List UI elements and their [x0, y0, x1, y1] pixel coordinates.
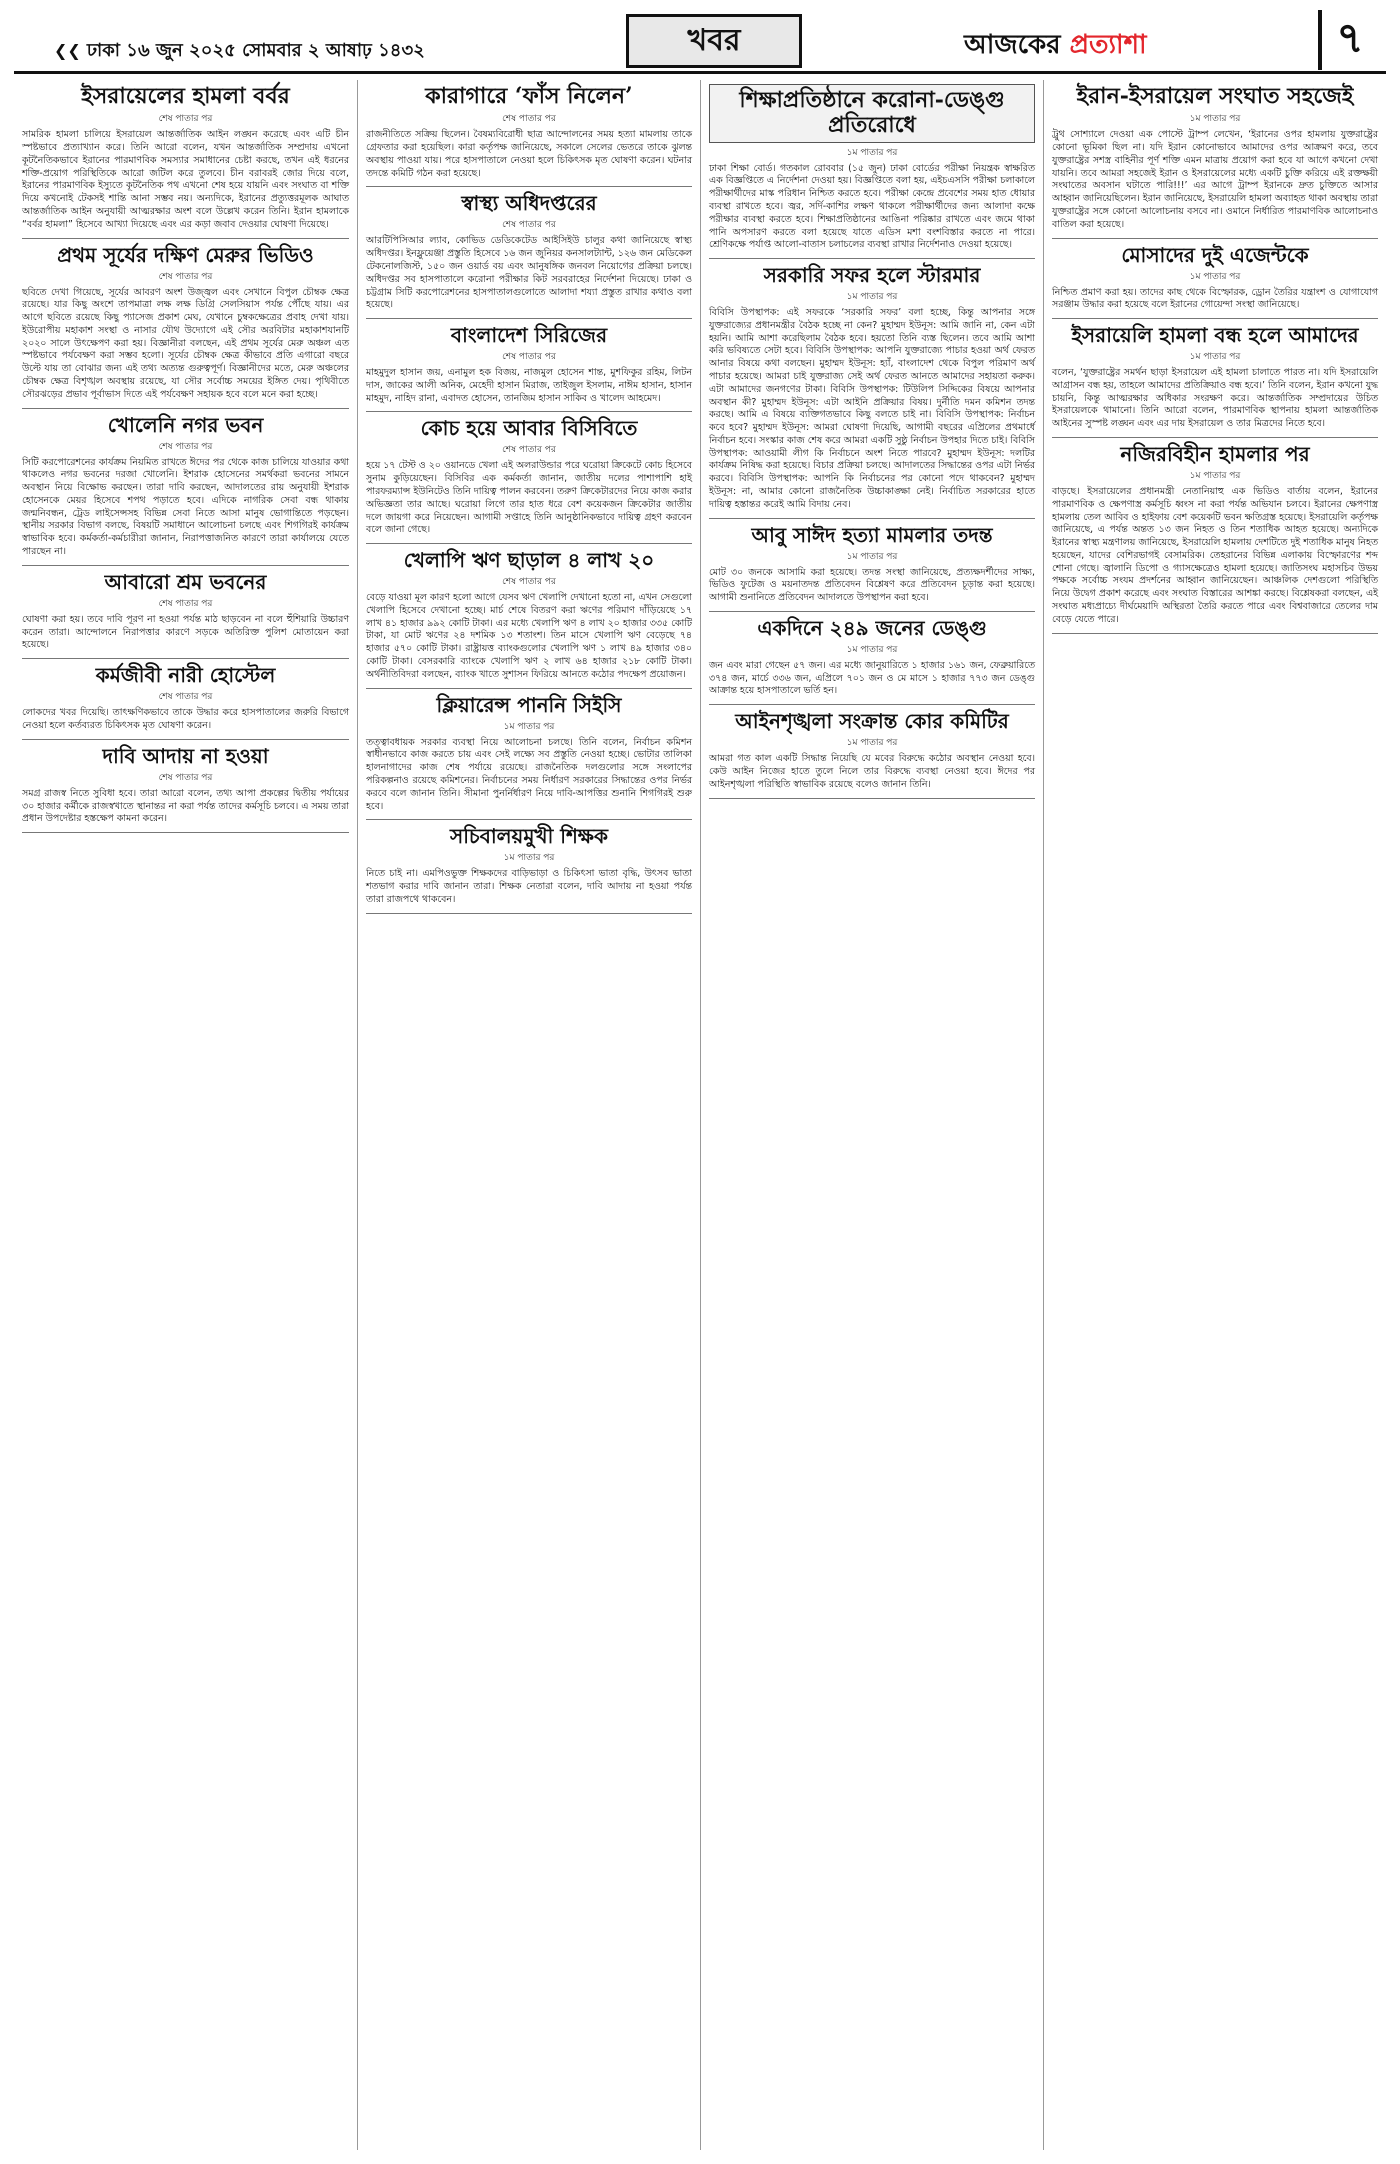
article-headline[interactable]: বাংলাদেশ সিরিজের: [450, 323, 608, 348]
column-4: [1043, 80, 1386, 2150]
continuation-note: শেষ পাতার পর: [158, 114, 213, 125]
continuation-note: শেষ পাতার পর: [158, 598, 213, 609]
divider: [709, 258, 1035, 259]
article: [709, 710, 1035, 791]
article-headline[interactable]: আবারো শ্রম ভবনের: [104, 569, 267, 594]
article-headline[interactable]: সচিবালয়মুখী শিক্ষক: [449, 824, 609, 849]
article-body: মাহমুদুল হাসান জয়, এনামুল হক বিজয়, নাজমুল হোসেন শান্ত, মুশফিকুর রহিম, লিটন দাস, জাকের আলী অনিক, মেহেদী হাসান মিরাজ, তাইজুল ইসলাম, নাঈম হাসান, হাসান মাহমুদ, নাহিদ রানা, এবাদত হোসেন, তানজিম হাসান সাকিব ও খালেদ আহমেদ।: [366, 367, 692, 404]
article-body: রাজনীতিতে সক্রিয় ছিলেন। বৈষম্যবিরোধী ছাত্র আন্দোলনের সময় হত্যা মামলায় তাকে গ্রেফতার করা হয়েছিল। কারা কর্তৃপক্ষ জানিয়েছে, সকালে সেলের ভেতরে তাকে ঝুলন্ত অবস্থায় পাওয়া যায়। পরে হাসপাতালে নেওয়া হলে চিকিৎসক মৃত ঘোষণা করেন। ঘটনার তদন্তে কমিটি গঠন করা হয়েছে।: [366, 129, 692, 179]
continuation-note: ১ম পাতার পর: [846, 738, 898, 749]
article-body: আমরা গত কাল একটি সিদ্ধান্ত নিয়েছি যে মবের বিরুদ্ধে কঠোর অবস্থান নেওয়া হবে। কেউ আইন নিজের হাতে তুলে নিলে তার বিরুদ্ধে ব্যবস্থা নেওয়া হবে। ঈদের পর আইনশৃঙ্খলা পরিস্থিতি স্বাভাবিক রয়েছে বলেও জানান তিনি।: [709, 753, 1035, 790]
continuation-note: ১ম পাতার পর: [846, 147, 898, 158]
chevron-icon: ❮❮: [54, 41, 81, 60]
article: [366, 84, 692, 180]
article: [22, 414, 349, 559]
divider: [1052, 633, 1378, 634]
article: [1052, 244, 1378, 313]
article-body: লোকদের খবর দিয়েছি। তাৎক্ষণিকভাবে তাকে উদ্ধার করে হাসপাতালের জরুরি বিভাগে নেওয়া হলে কর্তব্যরত চিকিৎসক মৃত ঘোষণা করেন।: [22, 707, 349, 731]
divider: [709, 611, 1035, 612]
divider: [366, 543, 692, 544]
article-headline[interactable]: একদিনে ২৪৯ জনের ডেঙ্গু: [757, 615, 987, 640]
masthead: [14, 10, 1386, 74]
article-body: আরটিপিসিআর ল্যাব, কোভিড ডেডিকেটেড আইসিইউ চালুর কথা জানিয়েছে স্বাস্থ্য অধিদপ্তর। ইনফ্লুয়েঞ্জা প্রস্তুতি হিসেবে ১৬ জন জুনিয়র কনসালট্যান্ট, ১২৬ জন মেডিকেল টেকনোলজিস্ট, ১৫০ জন ওয়ার্ড বয় এবং আনুষঙ্গিক জনবল নিয়োগের প্রক্রিয়া চলছে। অধিদপ্তর সব হাসপাতালে করোনা পরীক্ষার কিট সরবরাহের নির্দেশনা দিয়েছে। ঢাকা ও চট্টগ্রাম সিটি করপোরেশনের হাসপাতালগুলোতে আলাদা শয্যা প্রস্তুত রাখার কথাও বলা হয়েছে।: [366, 235, 692, 311]
column-1: [14, 80, 357, 2150]
dateline-text: ঢাকা ১৬ জুন ২০২৫ সোমবার ২ আষাঢ় ১৪৩২: [86, 40, 425, 61]
column-2: [357, 80, 700, 2150]
divider: [22, 238, 349, 239]
article-body: ঘোষণা করা হয়। তবে দাবি পূরণ না হওয়া পর্যন্ত মাঠ ছাড়বেন না বলে হুঁশিয়ারি উচ্চারণ করেন তারা। আন্দোলনে নিরাপত্তার কারণে সড়কে অতিরিক্ত পুলিশ মোতায়েন করা হয়েছে।: [22, 613, 349, 651]
article-body: মোট ৩০ জনকে আসামি করা হয়েছে। তদন্ত সংস্থা জানিয়েছে, প্রত্যক্ষদর্শীদের সাক্ষ্য, ভিডিও ফুটেজ ও ময়নাতদন্ত প্রতিবেদন বিশ্লেষণ করে প্রতিবেদন চূড়ান্ত করা হয়েছে। আগামী শুনানিতে প্রতিবেদন আদালতে উপস্থাপন করা হবে।: [709, 566, 1035, 604]
article: [22, 745, 349, 826]
continuation-note: ১ম পাতার পর: [846, 644, 898, 655]
divider: [366, 688, 692, 689]
continuation-note: ১ম পাতার পর: [503, 721, 555, 732]
article-body: নিতে চাই না। এমপিওভুক্ত শিক্ষকদের বাড়িভাড়া ও চিকিৎসা ভাতা বৃদ্ধি, উৎসব ভাতা শতভাগ করার দাবি জানান তারা। শিক্ষক নেতারা বলেন, দাবি আদায় না হওয়া পর্যন্ত তারা রাজপথে থাকবেন।: [366, 868, 692, 905]
article-headline[interactable]: খেলাপি ঋণ ছাড়াল ৪ লাখ ২০: [403, 548, 655, 573]
article-headline[interactable]: আবু সাঈদ হত্যা মামলার তদন্ত: [751, 522, 993, 547]
page-number: ৭: [1318, 10, 1378, 70]
logo-accent-text: প্রত্যাশা: [1069, 30, 1147, 60]
divider: [366, 411, 692, 412]
article-body: সিটি করপোরেশনের কার্যক্রম নিয়মিত রাখতে ঈদের পর থেকে কাজ চালিয়ে যাওয়ার কথা থাকলেও নগর ভবনের দরজা খোলেনি। ইশরাক হোসেনের সমর্থকরা ভবনের সামনে অবস্থান নিয়ে বিক্ষোভ করছেন। তারা দাবি করছেন, আদালতের রায় অনুযায়ী ইশরাক হোসেনকে মেয়র হিসেবে শপথ পড়াতে হবে। এদিকে নাগরিক সেবা বন্ধ থাকায় জন্মনিবন্ধন, ট্রেড লাইসেন্সসহ বিভিন্ন সেবা নিতে আসা মানুষ ভোগান্তিতে পড়ছেন। স্থানীয় সরকার বিভাগ বলছে, বিষয়টি সমাধানে আলোচনা চলছে এবং শিগগিরই কার্যক্রম স্বাভাবিক হবে। কর্মকর্তা-কর্মচারীরা জানান, নিরাপত্তাজনিত কারণে তারা কার্যালয়ে যেতে পারছেন না।: [22, 456, 349, 558]
article: [366, 417, 692, 537]
column-3: [700, 80, 1043, 2150]
article-body: হয়ে ১৭ টেস্ট ও ২০ ওয়ানডে খেলা এই অলরাউন্ডার পরে ঘরোয়া ক্রিকেটে কোচ হিসেবে সুনাম কুড়িয়েছেন। বিসিবির এক কর্মকর্তা জানান, জাতীয় দলের পাশাপাশি হাই পারফরম্যান্স ইউনিটেও তিনি দায়িত্ব পালন করবেন। তরুণ ক্রিকেটারদের নিয়ে কাজ করার অভিজ্ঞতা তার আছে। ঘরোয়া লিগে তার হাত ধরে বেশ কয়েকজন ক্রিকেটার জাতীয় দলে জায়গা করে নিয়েছেন। আগামী সপ্তাহে তিনি আনুষ্ঠানিকভাবে দায়িত্ব গ্রহণ করবেন বলে জানা গেছে।: [366, 460, 692, 536]
article-headline[interactable]: ক্লিয়ারেন্স পাননি সিইসি: [436, 692, 622, 717]
article-body: বিবিসি উপস্থাপক: এই সফরকে ‘সরকারি সফর’ বলা হচ্ছে, কিন্তু আপনার সঙ্গে যুক্তরাজ্যের প্রধানমন্ত্রীর বৈঠক হচ্ছে না কেন? মুহাম্মদ ইউনূস: আমি জানি না, কেন এটা হয়নি। আমি আশা করেছিলাম বৈঠক হবে। হয়তো তিনি ব্যস্ত ছিলেন। তবে আমি আশা করি ভবিষ্যতে সেটা হবে। বিবিসি উপস্থাপক: আপনি যুক্তরাজ্যে পাচার হওয়া অর্থ ফেরত আনার বিষয়ে কথা বলছেন। মুহাম্মদ ইউনূস: হ্যাঁ, বাংলাদেশ থেকে বিপুল পরিমাণ অর্থ পাচার হয়েছে। আমরা চাই যুক্তরাজ্য সেই অর্থ ফেরত আনতে আমাদের সহায়তা করুক। এটা আমাদের জনগণের টাকা। বিবিসি উপস্থাপক: টিউলিপ সিদ্দিকের বিষয়ে আপনার অবস্থান কী? মুহাম্মদ ইউনূস: এটা আইনি প্রক্রিয়ার বিষয়। দুর্নীতি দমন কমিশন তদন্ত করছে। আমি এ বিষয়ে ব্যক্তিগতভাবে কিছু বলতে চাই না। বিবিসি উপস্থাপক: নির্বাচন কবে হবে? মুহাম্মদ ইউনূস: আমরা ঘোষণা দিয়েছি, আগামী বছরের এপ্রিলের প্রথমার্ধে নির্বাচন হবে। সংস্কার কাজ শেষ করে আমরা একটি সুষ্ঠু নির্বাচন উপহার দিতে চাই। বিবিসি উপস্থাপক: আওয়ামী লীগ কি নির্বাচনে অংশ নিতে পারবে? মুহাম্মদ ইউনূস: দলটির কার্যক্রম নিষিদ্ধ করা হয়েছে। বিচার প্রক্রিয়া চলছে। আদালতের সিদ্ধান্তের ওপর এটা নির্ভর করবে। বিবিসি উপস্থাপক: আপনি কি নির্বাচনের পর কোনো পদে থাকবেন? মুহাম্মদ ইউনূস: না, আমার কোনো রাজনৈতিক উচ্চাকাঙ্ক্ষা নেই। নির্বাচিত সরকারের হাতে দায়িত্ব হস্তান্তর করেই আমি বিদায় নেব।: [709, 307, 1035, 510]
continuation-note: ১ম পাতার পর: [1189, 114, 1241, 125]
continuation-note: শেষ পাতার পর: [502, 577, 556, 588]
article-headline[interactable]: আইনশৃঙ্খলা সংক্রান্ত কোর কমিটির: [735, 709, 1009, 734]
section-title: খবর: [626, 14, 802, 68]
article-body: বাড়ছে। ইসরায়েলের প্রধানমন্ত্রী নেতানিয়াহু এক ভিডিও বার্তায় বলেন, ইরানের পারমাণবিক ও ক্ষেপণাস্ত্র কর্মসূচি ধ্বংস না করা পর্যন্ত অভিযান চলবে। ইরানের ক্ষেপণাস্ত্র হামলায় তেল আবিব ও হাইফায় বেশ কয়েকটি ভবন ক্ষতিগ্রস্ত হয়েছে। ইসরায়েলি কর্তৃপক্ষ জানিয়েছে, এ পর্যন্ত অন্তত ১৩ জন নিহত ও তিন শতাধিক আহত হয়েছে। অন্যদিকে ইরানের স্বাস্থ্য মন্ত্রণালয় জানিয়েছে, ইসরায়েলি হামলায় দেশটিতে দুই শতাধিক মানুষ নিহত হয়েছেন, যাদের বেশিরভাগই বেসামরিক। তেহরানের বিভিন্ন এলাকায় বিস্ফোরণের শব্দ শোনা গেছে। জ্বালানি ডিপো ও গ্যাসক্ষেত্রেও হামলা হয়েছে। জাতিসংঘ মহাসচিব উভয় পক্ষকে সর্বোচ্চ সংযম প্রদর্শনের আহ্বান জানিয়েছেন। আঞ্চলিক দেশগুলো পরিস্থিতি নিয়ে উদ্বেগ প্রকাশ করেছে এবং সংঘাত বিস্তারের আশঙ্কা করছে। বিশ্লেষকরা বলছেন, এই সংঘাত মধ্যপ্রাচ্যে দীর্ঘমেয়াদি অস্থিরতা তৈরি করতে পারে এবং বিশ্ববাজারে তেলের দাম বেড়ে যেতে পারে।: [1052, 486, 1378, 625]
article-headline[interactable]: সরকারি সফর হলে স্টারমার: [763, 263, 981, 288]
continuation-note: ১ম পাতার পর: [1189, 352, 1241, 363]
article-headline[interactable]: নজিরবিহীন হামলার পর: [1120, 442, 1310, 467]
continuation-note: শেষ পাতার পর: [502, 220, 556, 231]
article: [366, 324, 692, 405]
article-body: বেড়ে যাওয়া মূল কারণ হলো আগে যেসব ঋণ খেলাপি দেখানো হতো না, এখন সেগুলো খেলাপি হিসেবে দেখানো হচ্ছে। মার্চ শেষে বিতরণ করা ঋণের পরিমাণ দাঁড়িয়েছে ১৭ লাখ ৪১ হাজার ৯৯২ কোটি টাকা। এর মধ্যে খেলাপি ঋণ ৪ লাখ ২০ হাজার ৩৩৫ কোটি টাকা, যা মোট ঋণের ২৪ দশমিক ১৩ শতাংশ। তিন মাসে খেলাপি ঋণ বেড়েছে ৭৪ হাজার ৫৭০ কোটি টাকা। রাষ্ট্রায়ত্ত ব্যাংকগুলোর খেলাপি ঋণ ১ লাখ ৪৯ হাজার ৩৪০ কোটি টাকা। বেসরকারি ব্যাংকে খেলাপি ঋণ ২ লাখ ৬৪ হাজার ২১৮ কোটি টাকা। অর্থনীতিবিদরা বলছেন, ব্যাংক খাতে সুশাসন ফিরিয়ে আনতে কঠোর পদক্ষেপ প্রয়োজন।: [366, 592, 692, 680]
continuation-note: ১ম পাতার পর: [846, 551, 898, 562]
divider: [22, 739, 349, 740]
divider: [709, 518, 1035, 519]
continuation-note: শেষ পাতার পর: [158, 441, 213, 452]
divider: [366, 819, 692, 820]
continuation-note: ১ম পাতার পর: [1189, 471, 1241, 482]
divider: [1052, 437, 1378, 438]
divider: [22, 408, 349, 409]
article-body: ঢাকা শিক্ষা বোর্ড। গতকাল রোববার (১৫ জুন) ঢাকা বোর্ডের পরীক্ষা নিয়ন্ত্রক স্বাক্ষরিত এক বিজ্ঞপ্তিতে এ নির্দেশনা দেওয়া হয়। বিজ্ঞপ্তিতে বলা হয়, এইচএসসি পরীক্ষা চলাকালে পরীক্ষার্থীদের মাস্ক পরিধান নিশ্চিত করতে হবে। পরীক্ষা কেন্দ্রে প্রবেশের সময় হাত ধোয়ার ব্যবস্থা রাখতে হবে। জ্বর, সর্দি-কাশির লক্ষণ থাকলে পরীক্ষার্থীদের জন্য আলাদা কক্ষে পরীক্ষার ব্যবস্থা করতে হবে। শিক্ষাপ্রতিষ্ঠানের আঙিনা পরিষ্কার রাখতে এবং জমে থাকা পানি অপসারণ করতে বলা হয়েছে যাতে এডিস মশা বংশবিস্তার করতে না পারে। শ্রেণিকক্ষে পর্যাপ্ত আলো-বাতাস চলাচলের ব্যবস্থা রাখার নির্দেশনাও দেওয়া হয়েছে।: [709, 162, 1035, 251]
divider: [366, 913, 692, 914]
continuation-note: শেষ পাতার পর: [502, 352, 556, 363]
divider: [366, 186, 692, 187]
continuation-note: শেষ পাতার পর: [158, 692, 213, 703]
article: [366, 825, 692, 906]
continuation-note: শেষ পাতার পর: [502, 114, 556, 125]
article-headline[interactable]: শিক্ষাপ্রতিষ্ঠানে করোনা-ডেঙ্গু প্রতিরোধে: [709, 84, 1035, 143]
article-headline[interactable]: ইসরায়েলের হামলা বর্বর: [81, 83, 290, 109]
continuation-note: শেষ পাতার পর: [158, 772, 213, 783]
article: [709, 617, 1035, 698]
article-headline[interactable]: কর্মজীবী নারী হোস্টেল: [95, 663, 276, 688]
divider: [22, 565, 349, 566]
article: [709, 524, 1035, 605]
divider: [709, 704, 1035, 705]
article-headline[interactable]: কোচ হয়ে আবার বিসিবিতে: [420, 416, 638, 441]
divider: [22, 832, 349, 833]
article-headline[interactable]: ইসরায়েলি হামলা বন্ধ হলে আমাদের: [1071, 323, 1359, 348]
article: [709, 84, 1035, 252]
article-body: বলেন, ‘যুক্তরাষ্ট্রের সমর্থন ছাড়া ইসরায়েল এই হামলা চালাতে পারত না। যদি ইসরায়েলি আগ্রাসন বন্ধ হয়, তাহলে আমাদের প্রতিক্রিয়াও বন্ধ হবে।’ তিনি বলেন, ইরান কখনো যুদ্ধ চায়নি, কিন্তু আত্মরক্ষার অধিকার সংরক্ষণ করে। আন্তর্জাতিক সম্প্রদায়ের উচিত ইসরায়েলকে থামানো। তিনি আরো বলেন, পারমাণবিক স্থাপনায় হামলা আন্তর্জাতিক আইনের সুস্পষ্ট লঙ্ঘন এবং এর দায় ইসরায়েল ও তার মিত্রদের নিতে হবে।: [1052, 367, 1378, 430]
article-body: জন এবং মারা গেছেন ৫৭ জন। এর মধ্যে জানুয়ারিতে ১ হাজার ১৬১ জন, ফেব্রুয়ারিতে ৩৭৪ জন, মার্চে ৩৩৬ জন, এপ্রিলে ৭০১ জন ও মে মাসে ১ হাজার ৭৭৩ জন ডেঙ্গু আক্রান্ত হয়ে হাসপাতালে ভর্তি হন।: [709, 659, 1035, 697]
article-body: ছবিতে দেখা গিয়েছে, সূর্যের আবরণ অংশ উজ্জ্বল এবং সেখানে বিপুল চৌম্বক ক্ষেত্র রয়েছে। যার কিছু অংশে তাপমাত্রা লক্ষ লক্ষ ডিগ্রি সেলসিয়াস পর্যন্ত পৌঁছে যায়। এর আগে ছবিতে রয়েছে কিছু প্যাসেজ প্রকাশ মেঘ, যেখানে চুম্বকক্ষেত্রের প্রবাহ দেখা যায়। ইউরোপীয় মহাকাশ সংস্থা ও নাসার যৌথ উদ্যোগে এই সৌর অরবিটার মহাকাশযানটি ২০২০ সালে উৎক্ষেপণ করা হয়। বিজ্ঞানীরা বলছেন, এই প্রথম সূর্যের মেরু অঞ্চল এত স্পষ্টভাবে পর্যবেক্ষণ করা সম্ভব হলো। সূর্যের চৌম্বক ক্ষেত্র কীভাবে প্রতি এগারো বছরে উল্টে যায় তা বোঝার জন্য এই তথ্য অত্যন্ত গুরুত্বপূর্ণ। বিজ্ঞানীদের মতে, মেরু অঞ্চলের চৌম্বক ক্ষেত্র বিশৃঙ্খল অবস্থায় রয়েছে, যা সৌর সর্বোচ্চ সময়ের ইঙ্গিত দেয়। পৃথিবীতে সৌরঝড়ের প্রভাব পূর্বাভাস দিতে এই পর্যবেক্ষণ সহায়ক হবে বলে মনে করা হচ্ছে।: [22, 286, 349, 400]
article-body: নিশ্চিত প্রমাণ করা হয়। তাদের কাছ থেকে বিস্ফোরক, ড্রোন তৈরির যন্ত্রাংশ ও যোগাযোগ সরঞ্জাম উদ্ধার করা হয়েছে বলে ইরানের গোয়েন্দা সংস্থা জানিয়েছে।: [1052, 286, 1378, 311]
article-headline[interactable]: মোসাদের দুই এজেন্টকে: [1121, 242, 1309, 267]
dateline: [54, 36, 425, 67]
article: [1052, 324, 1378, 431]
continuation-note: ১ম পাতার পর: [503, 853, 555, 864]
article: [366, 549, 692, 681]
continuation-note: ১ম পাতার পর: [846, 292, 898, 303]
article-body: সামরিক হামলা চালিয়ে ইসরায়েল আন্তর্জাতিক আইন লঙ্ঘন করেছে এবং এটি চীন স্পষ্টভাবে প্রত্যাখ্যান করে। তিনি আরো বলেন, যখন আন্তর্জাতিক সম্প্রদায় এখনো কূটনৈতিকভাবে ইরানের পারমাণবিক সমস্যার সমাধানের চেষ্টা করছে, তখন এই ধরনের শক্তি-প্রয়োগ পরিস্থিতিকে আরো জটিল করে তুলবে। চীন বরাবরই জোর দিয়ে বলে, ইরানের পারমাণবিক ইস্যুতে কূটনৈতিক পথ এখনো শেষ হয়ে যায়নি এবং সংঘাত বা শক্তি দিয়ে কখনোই টেকসই শান্তি আনা সম্ভব নয়। অন্যদিকে, ইরানের প্রত্যুত্তরমূলক আঘাত আন্তর্জাতিক আইন অনুযায়ী আত্মরক্ষার অংশ বলে উল্লেখ করেন তিনি। ইরান হামলাকে “বর্বর হামলা” হিসেবে আখ্যা দিয়েছে এবং এর কড়া জবাব দেওয়ার ঘোষণা দিয়েছে।: [22, 129, 349, 230]
continuation-note: ১ম পাতার পর: [1189, 271, 1241, 282]
article: [366, 694, 692, 814]
divider: [22, 658, 349, 659]
newspaper-logo: [964, 24, 1147, 68]
article: [1052, 443, 1378, 627]
divider: [1052, 318, 1378, 319]
divider: [709, 798, 1035, 799]
article-headline[interactable]: ইরান-ইসরায়েল সংঘাত সহজেই: [1076, 83, 1354, 109]
continuation-note: শেষ পাতার পর: [502, 445, 556, 456]
continuation-note: শেষ পাতার পর: [158, 271, 213, 282]
article: [22, 244, 349, 402]
article-headline[interactable]: স্বাস্থ্য অধিদপ্তরের: [461, 191, 597, 216]
article-headline[interactable]: প্রথম সূর্যের দক্ষিণ মেরুর ভিডিও: [57, 242, 314, 267]
article: [709, 264, 1035, 512]
article-headline[interactable]: খোলেনি নগর ভবন: [107, 412, 264, 437]
article-body: সমগ্র রাজস্ব নিতে সুবিধা হবে। তারা আরো বলেন, তথ্য আপা প্রকল্পের দ্বিতীয় পর্যায়ের ৩০ হাজার কর্মীকে রাজস্বখাতে স্থানান্তর না করা পর্যন্ত তাদের কর্মসূচি চলবে। এ সময় তারা প্রধান উপদেষ্টার হস্তক্ষেপ কামনা করেন।: [22, 787, 349, 825]
article: [22, 664, 349, 733]
logo-text: আজকের: [964, 30, 1070, 60]
article-grid: [14, 80, 1386, 2150]
divider: [1052, 238, 1378, 239]
article-body: তত্ত্বাবধায়ক সরকার ব্যবস্থা নিয়ে আলোচনা চলছে। তিনি বলেন, নির্বাচন কমিশন স্বাধীনভাবে কাজ করতে চায় এবং সেই লক্ষ্যে সব প্রস্তুতি নেওয়া হচ্ছে। ভোটার তালিকা হালনাগাদের কাজ শেষ পর্যায়ে রয়েছে। রাজনৈতিক দলগুলোর সঙ্গে সংলাপের পরিকল্পনাও রয়েছে কমিশনের। নির্বাচনের সময় নির্ধারণ সরকারের সিদ্ধান্তের ওপর নির্ভর করবে বলে জানান তিনি। সীমানা পুনর্নির্ধারণ নিয়ে দাবি-আপত্তির শুনানি শিগগিরই শুরু হবে।: [366, 736, 692, 812]
divider: [366, 318, 692, 319]
article-body: ট্রুথ সোশ্যালে দেওয়া এক পোস্টে ট্রাম্প লেখেন, ‘ইরানের ওপর হামলায় যুক্তরাষ্ট্রের কোনো ভূমিকা ছিল না। যদি ইরান কোনোভাবে আমাদের ওপর আক্রমণ করে, তবে যুক্তরাষ্ট্রের সশস্ত্র বাহিনীর পূর্ণ শক্তি এমন মাত্রায় প্রয়োগ করা হবে যা আগে কখনো দেখা যায়নি। তবে আমরা সহজেই ইরান ও ইসরায়েলের মধ্যে একটি চুক্তি করিয়ে এই রক্তক্ষয়ী সংঘাতের অবসান ঘটাতে পারি!!!’ এর আগে ট্রাম্প ইরানকে দ্রুত চুক্তিতে আসার আহ্বান জানিয়েছিলেন। ইরান জানিয়েছে, ইসরায়েলি হামলা অব্যাহত থাকা অবস্থায় তারা যুক্তরাষ্ট্রের সঙ্গে কোনো আলোচনায় বসবে না। ওমানে নির্ধারিত পারমাণবিক আলোচনাও বাতিল করা হয়েছে।: [1052, 129, 1378, 230]
article: [366, 192, 692, 312]
article: [1052, 84, 1378, 232]
article: [22, 571, 349, 652]
article: [22, 84, 349, 232]
article-headline[interactable]: দাবি আদায় না হওয়া: [102, 743, 269, 768]
article-headline[interactable]: কারাগারে ‘ফাঁস নিলেন’: [425, 83, 633, 109]
